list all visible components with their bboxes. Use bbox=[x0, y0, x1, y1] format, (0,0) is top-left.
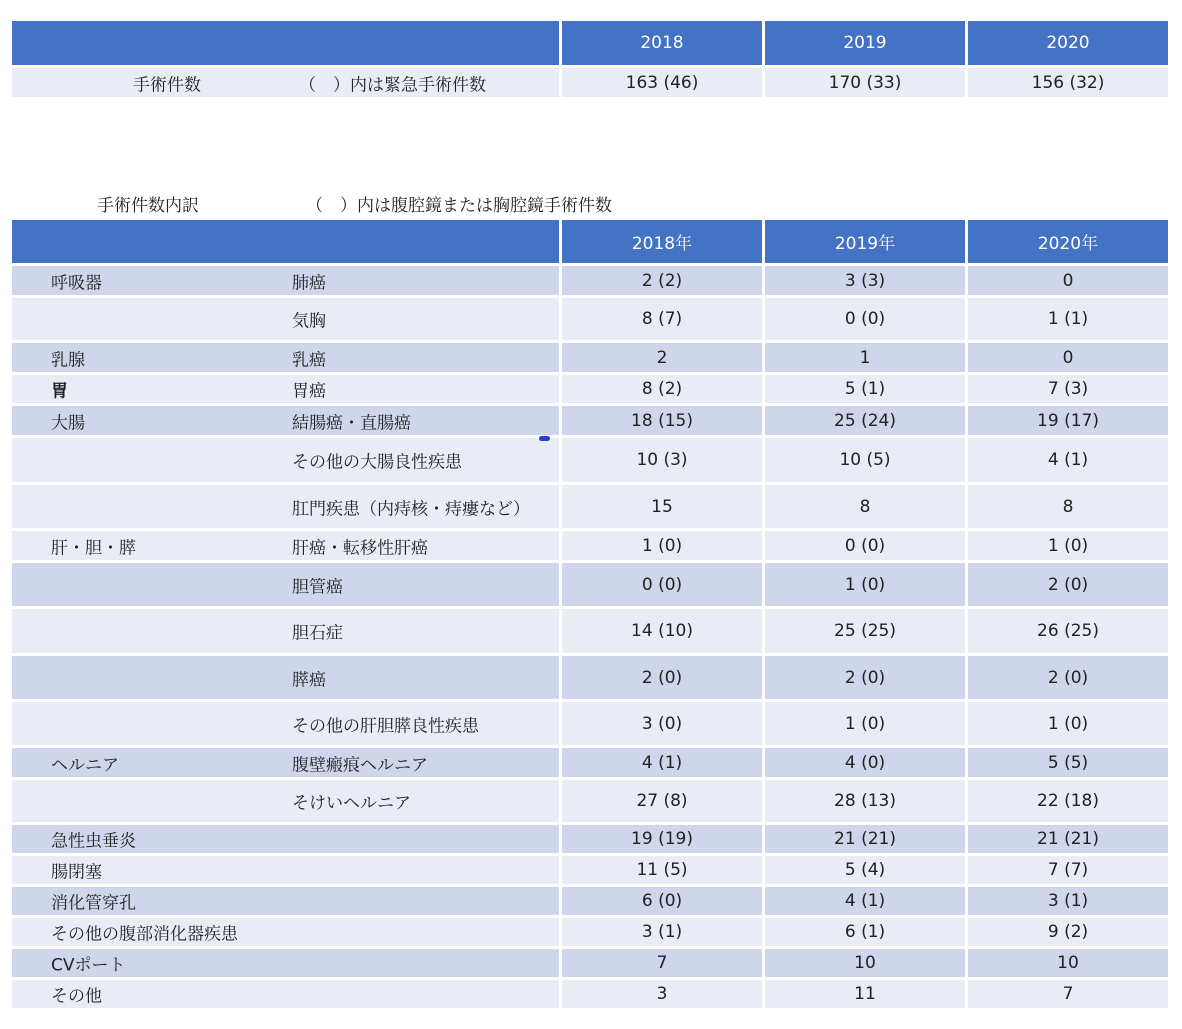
value-cell: 8 (2) bbox=[562, 375, 762, 403]
row-note: （ ）内は緊急手術件数 bbox=[299, 75, 486, 95]
value-cell: 4 (1) bbox=[562, 748, 762, 777]
table-row bbox=[12, 485, 1168, 528]
item-label: 胃癌 bbox=[292, 381, 326, 402]
item-label: 胆石症 bbox=[292, 623, 343, 644]
table-row bbox=[12, 856, 1168, 884]
value-cell: 27 (8) bbox=[562, 780, 762, 822]
row-label-cell bbox=[12, 856, 559, 884]
table-row bbox=[12, 266, 1168, 295]
table-row bbox=[12, 980, 1168, 1008]
value-cell: 18 (15) bbox=[562, 406, 762, 435]
row-label-cell bbox=[12, 298, 559, 340]
category-label: 急性虫垂炎 bbox=[51, 831, 136, 852]
year-header: 2018 bbox=[562, 21, 762, 65]
value-cell: 6 (1) bbox=[765, 918, 965, 946]
value-cell: 4 (1) bbox=[968, 438, 1168, 482]
item-label: 肛門疾患（内痔核・痔瘻など） bbox=[292, 499, 530, 519]
item-label: 腹壁瘢痕ヘルニア bbox=[292, 755, 428, 775]
value-cell: 6 (0) bbox=[562, 887, 762, 915]
value-cell: 2 (2) bbox=[562, 266, 762, 295]
row-label-cell bbox=[12, 702, 559, 745]
item-label: 気胸 bbox=[292, 311, 326, 332]
table-row bbox=[12, 375, 1168, 403]
value-cell: 8 (7) bbox=[562, 298, 762, 340]
value-cell: 10 (5) bbox=[765, 438, 965, 482]
value-cell: 1 bbox=[765, 343, 965, 372]
value-cell: 8 bbox=[968, 485, 1168, 528]
value-cell: 1 (0) bbox=[765, 702, 965, 745]
value-cell: 10 bbox=[968, 949, 1168, 977]
table-row bbox=[12, 748, 1168, 777]
value-cell: 2 bbox=[562, 343, 762, 372]
value-cell: 14 (10) bbox=[562, 609, 762, 653]
value-cell: 156 (32) bbox=[968, 68, 1168, 97]
item-label: 胆管癌 bbox=[292, 577, 343, 597]
value-cell: 3 bbox=[562, 980, 762, 1008]
value-cell: 2 (0) bbox=[968, 656, 1168, 699]
breakdown-caption-title: 手術件数内訳 bbox=[97, 196, 199, 216]
category-label: 胃 bbox=[51, 381, 68, 402]
surgery-count-table bbox=[9, 18, 1171, 100]
header-row bbox=[12, 220, 1168, 263]
value-cell: 0 bbox=[968, 266, 1168, 295]
value-cell: 170 (33) bbox=[765, 68, 965, 97]
row-label-cell bbox=[12, 343, 559, 372]
value-cell: 15 bbox=[562, 485, 762, 528]
row-label-cell bbox=[12, 780, 559, 822]
category-label: 乳腺 bbox=[51, 350, 85, 370]
year-header: 2019 bbox=[765, 21, 965, 65]
table-row bbox=[12, 298, 1168, 340]
value-cell: 7 (3) bbox=[968, 375, 1168, 403]
value-cell: 3 (0) bbox=[562, 702, 762, 745]
table-row bbox=[12, 702, 1168, 745]
value-cell: 4 (1) bbox=[765, 887, 965, 915]
row-label-cell bbox=[12, 918, 559, 946]
row-label-cell bbox=[12, 531, 559, 560]
row-label-cell bbox=[12, 485, 559, 528]
value-cell: 0 (0) bbox=[765, 531, 965, 560]
value-cell: 19 (19) bbox=[562, 825, 762, 853]
year-header: 2019年 bbox=[765, 220, 965, 263]
value-cell: 10 (3) bbox=[562, 438, 762, 482]
breakdown-caption-note: （ ）内は腹腔鏡または胸腔鏡手術件数 bbox=[306, 196, 612, 216]
category-label: 呼吸器 bbox=[51, 273, 102, 293]
value-cell: 7 bbox=[562, 949, 762, 977]
value-cell: 5 (5) bbox=[968, 748, 1168, 777]
table-row bbox=[12, 918, 1168, 946]
value-cell: 3 (1) bbox=[968, 887, 1168, 915]
row-label-cell bbox=[12, 375, 559, 403]
value-cell: 1 (0) bbox=[562, 531, 762, 560]
value-cell: 11 (5) bbox=[562, 856, 762, 884]
header-empty-cell bbox=[12, 220, 559, 263]
value-cell: 19 (17) bbox=[968, 406, 1168, 435]
row-label-cell bbox=[12, 656, 559, 699]
value-cell: 0 (0) bbox=[562, 563, 762, 606]
category-label: 腸閉塞 bbox=[51, 862, 102, 883]
value-cell: 9 (2) bbox=[968, 918, 1168, 946]
value-cell: 28 (13) bbox=[765, 780, 965, 822]
value-cell: 1 (1) bbox=[968, 298, 1168, 340]
table-row bbox=[12, 656, 1168, 699]
value-cell: 1 (0) bbox=[765, 563, 965, 606]
year-header: 2018年 bbox=[562, 220, 762, 263]
row-label-cell bbox=[12, 980, 559, 1008]
value-cell: 1 (0) bbox=[968, 702, 1168, 745]
header-empty-cell bbox=[12, 21, 559, 65]
value-cell: 22 (18) bbox=[968, 780, 1168, 822]
value-cell: 8 bbox=[765, 485, 965, 528]
category-label: 大腸 bbox=[51, 413, 85, 433]
row-label: 手術件数 bbox=[133, 75, 201, 95]
value-cell: 4 (0) bbox=[765, 748, 965, 777]
table-row bbox=[12, 780, 1168, 822]
item-label: その他の肝胆膵良性疾患 bbox=[292, 716, 479, 736]
category-label: その他の腹部消化器疾患 bbox=[51, 924, 238, 945]
table-row bbox=[12, 887, 1168, 915]
row-label-cell bbox=[12, 609, 559, 653]
value-cell: 1 (0) bbox=[968, 531, 1168, 560]
value-cell: 0 bbox=[968, 343, 1168, 372]
table-row bbox=[12, 406, 1168, 435]
table-row bbox=[12, 68, 1168, 97]
value-cell: 2 (0) bbox=[765, 656, 965, 699]
row-label-cell bbox=[12, 266, 559, 295]
row-label-cell bbox=[12, 438, 559, 482]
row-label-cell bbox=[12, 825, 559, 853]
value-cell: 2 (0) bbox=[968, 563, 1168, 606]
table-row bbox=[12, 949, 1168, 977]
row-label-cell bbox=[12, 949, 559, 977]
item-label: 肝癌・転移性肝癌 bbox=[292, 538, 428, 558]
table-row bbox=[12, 531, 1168, 560]
surgery-breakdown-table bbox=[9, 217, 1171, 1011]
item-label: その他の大腸良性疾患 bbox=[292, 452, 462, 473]
item-label: 乳癌 bbox=[292, 350, 326, 370]
table-row bbox=[12, 563, 1168, 606]
value-cell: 21 (21) bbox=[968, 825, 1168, 853]
category-label: 消化管穿孔 bbox=[51, 893, 136, 914]
row-label-cell bbox=[12, 748, 559, 777]
value-cell: 2 (0) bbox=[562, 656, 762, 699]
value-cell: 26 (25) bbox=[968, 609, 1168, 653]
value-cell: 163 (46) bbox=[562, 68, 762, 97]
value-cell: 21 (21) bbox=[765, 825, 965, 853]
text-cursor-marker bbox=[539, 436, 550, 441]
item-label: 膵癌 bbox=[292, 670, 326, 690]
value-cell: 0 (0) bbox=[765, 298, 965, 340]
item-label: そけいヘルニア bbox=[292, 793, 411, 814]
value-cell: 3 (3) bbox=[765, 266, 965, 295]
row-label-cell bbox=[12, 887, 559, 915]
item-label: 結腸癌・直腸癌 bbox=[292, 413, 411, 433]
item-label: 肺癌 bbox=[292, 273, 326, 293]
value-cell: 5 (4) bbox=[765, 856, 965, 884]
table-row bbox=[12, 438, 1168, 482]
year-header: 2020 bbox=[968, 21, 1168, 65]
value-cell: 11 bbox=[765, 980, 965, 1008]
year-header: 2020年 bbox=[968, 220, 1168, 263]
category-label: 肝・胆・膵 bbox=[51, 538, 136, 558]
table-row bbox=[12, 343, 1168, 372]
row-label-cell bbox=[12, 68, 559, 97]
category-label: その他 bbox=[51, 986, 102, 1007]
category-label: CVポート bbox=[51, 955, 126, 976]
value-cell: 7 bbox=[968, 980, 1168, 1008]
value-cell: 10 bbox=[765, 949, 965, 977]
table-row bbox=[12, 609, 1168, 653]
value-cell: 25 (24) bbox=[765, 406, 965, 435]
value-cell: 7 (7) bbox=[968, 856, 1168, 884]
category-label: ヘルニア bbox=[51, 755, 119, 775]
value-cell: 3 (1) bbox=[562, 918, 762, 946]
value-cell: 5 (1) bbox=[765, 375, 965, 403]
table-row bbox=[12, 825, 1168, 853]
value-cell: 25 (25) bbox=[765, 609, 965, 653]
row-label-cell bbox=[12, 563, 559, 606]
row-label-cell bbox=[12, 406, 559, 435]
header-row bbox=[12, 21, 1168, 65]
